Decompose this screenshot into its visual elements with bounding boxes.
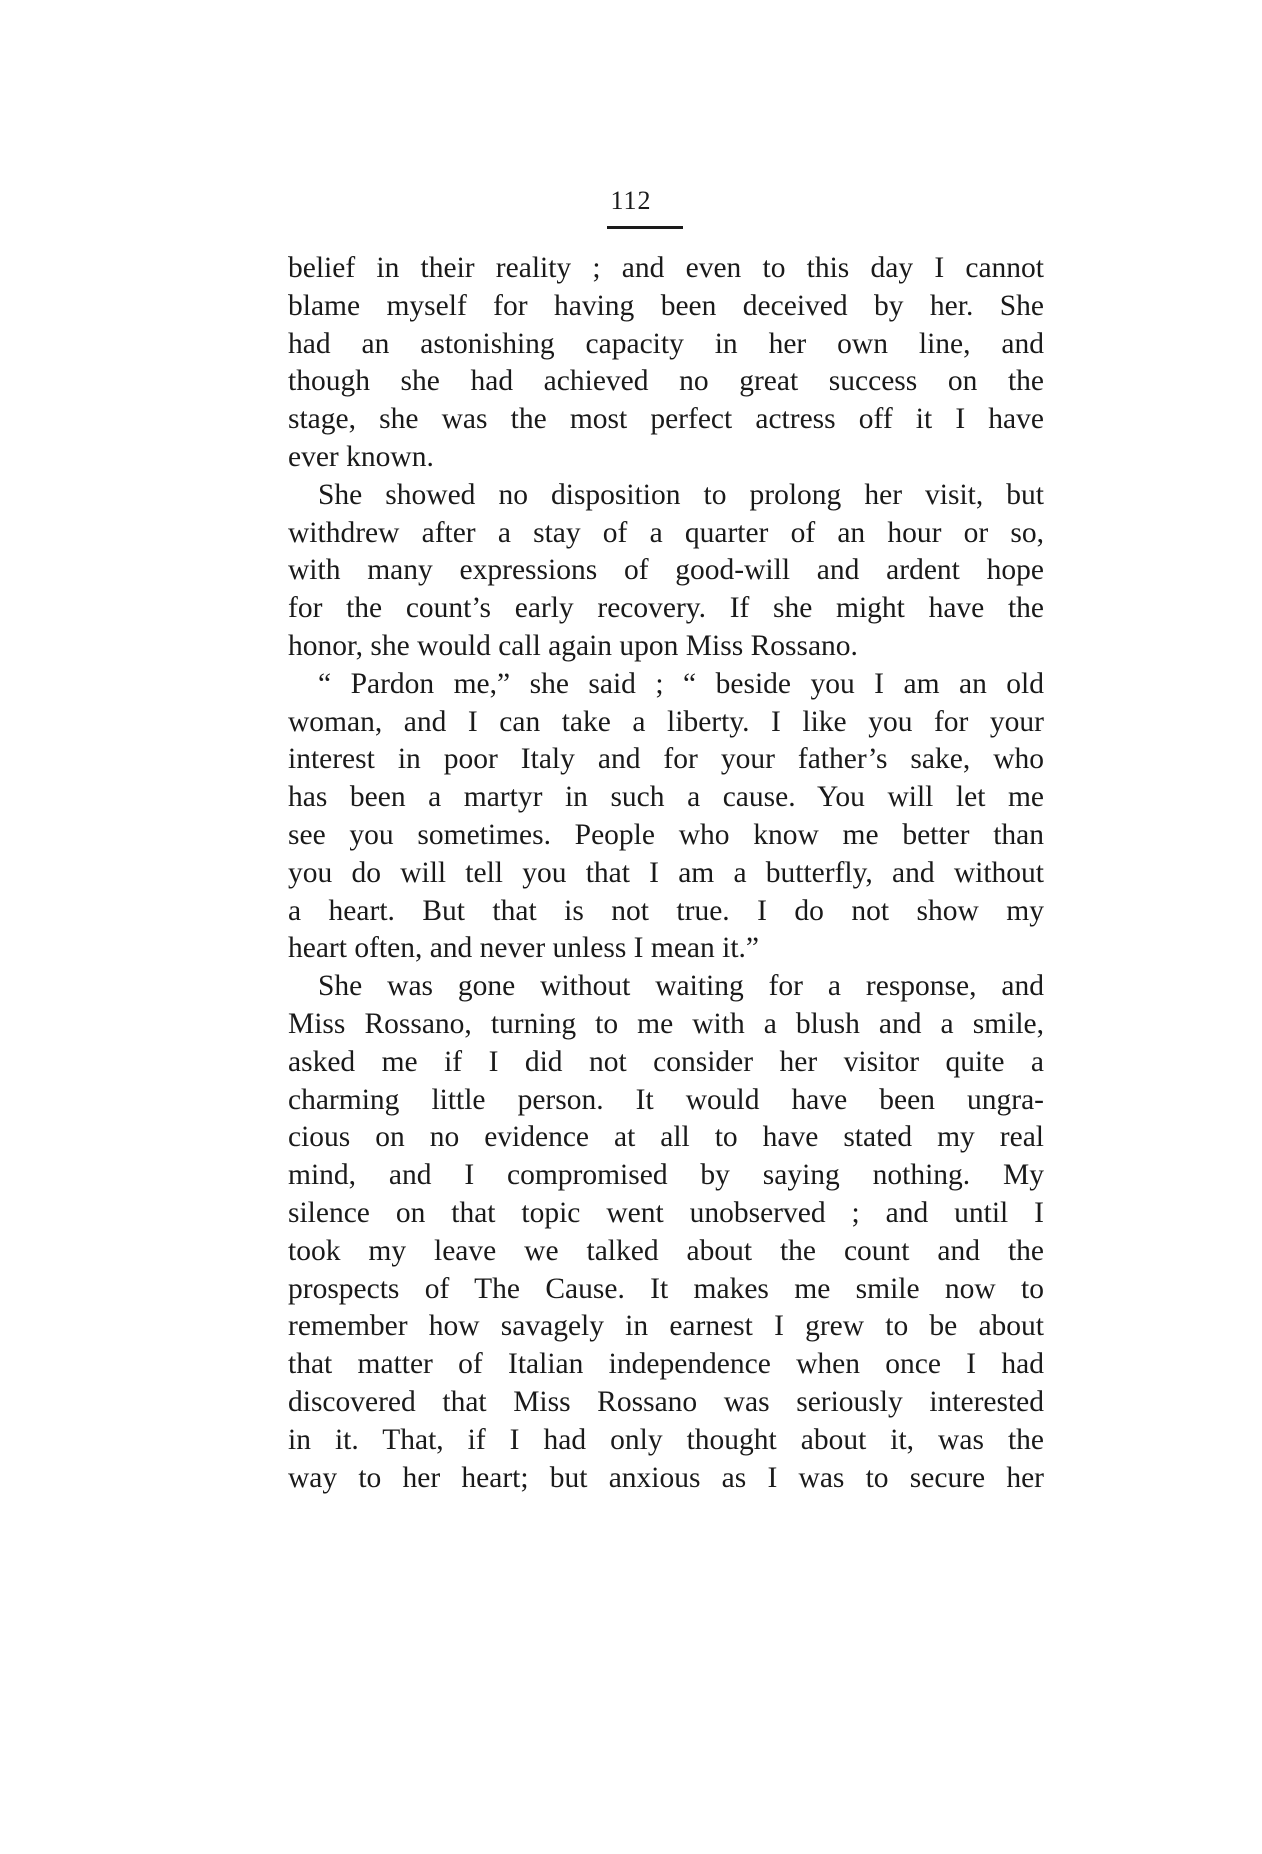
text-line: belief in their reality ; and even to this day I cannot [288, 252, 1044, 284]
text-line: stage, she was the most perfect actress off it I have [288, 403, 1044, 436]
text-line: for the count’s early recovery. If she might have the [288, 592, 1044, 625]
text-line: withdrew after a stay of a quarter of an hour or so, [288, 516, 1044, 549]
text-line: ever known. [288, 440, 434, 473]
text-line: “ Pardon me,” she said ; “ beside you I am an old [318, 667, 1044, 700]
text-line: took my leave we talked about the count and the [288, 1234, 1044, 1267]
text-line: She was gone without waiting for a response, and [318, 970, 1044, 1003]
text-line: asked me if I did not consider her visitor quite a [288, 1045, 1044, 1078]
text-line: Miss Rossano, turning to me with a blush and a smile, [288, 1007, 1044, 1040]
text-line: that matter of Italian independence when once I had [288, 1348, 1044, 1381]
text-line: remember how savagely in earnest I grew to be about [288, 1310, 1044, 1343]
text-line: honor, she would call again upon Miss Rossano. [288, 629, 858, 662]
text-line: you do will tell you that I am a butterfly, and without [288, 856, 1044, 889]
text-line: see you sometimes. People who know me better than [288, 818, 1044, 851]
paragraph [288, 968, 1044, 1497]
text-line: blame myself for having been deceived by her. She [288, 289, 1044, 322]
text-line: cious on no evidence at all to have stated my real [288, 1121, 1044, 1154]
text-line: has been a martyr in such a cause. You will let me [288, 781, 1044, 814]
paragraph [288, 250, 1044, 477]
text-line: way to her heart; but anxious as I was to secure her [288, 1461, 1044, 1494]
text-line: with many expressions of good-will and ardent hope [288, 554, 1044, 587]
text-line: silence on that topic went unobserved ; and until I [288, 1196, 1044, 1229]
paragraph [288, 666, 1044, 968]
text-line: in it. That, if I had only thought about it, was the [288, 1423, 1044, 1456]
text-line: a heart. But that is not true. I do not show my [288, 894, 1044, 927]
text-line: though she had achieved no great success on the [288, 365, 1044, 398]
text-line: heart often, and never unless I mean it.” [288, 932, 759, 965]
text-line: She showed no disposition to prolong her visit, but [318, 478, 1044, 511]
text-line: had an astonishing capacity in her own line, and [288, 327, 1044, 360]
text-line: mind, and I compromised by saying nothing. My [288, 1159, 1044, 1192]
text-line: discovered that Miss Rossano was seriously interested [288, 1385, 1044, 1418]
page-number-rule [607, 226, 683, 229]
paragraph [288, 477, 1044, 666]
body-text [288, 250, 1044, 1497]
text-line: charming little person. It would have been ungra- [288, 1083, 1044, 1116]
text-line: woman, and I can take a liberty. I like you for your [288, 705, 1044, 738]
page-number: 112 [610, 186, 652, 215]
text-line: prospects of The Cause. It makes me smile now to [288, 1272, 1044, 1305]
text-line: interest in poor Italy and for your father’s sake, who [288, 743, 1044, 776]
